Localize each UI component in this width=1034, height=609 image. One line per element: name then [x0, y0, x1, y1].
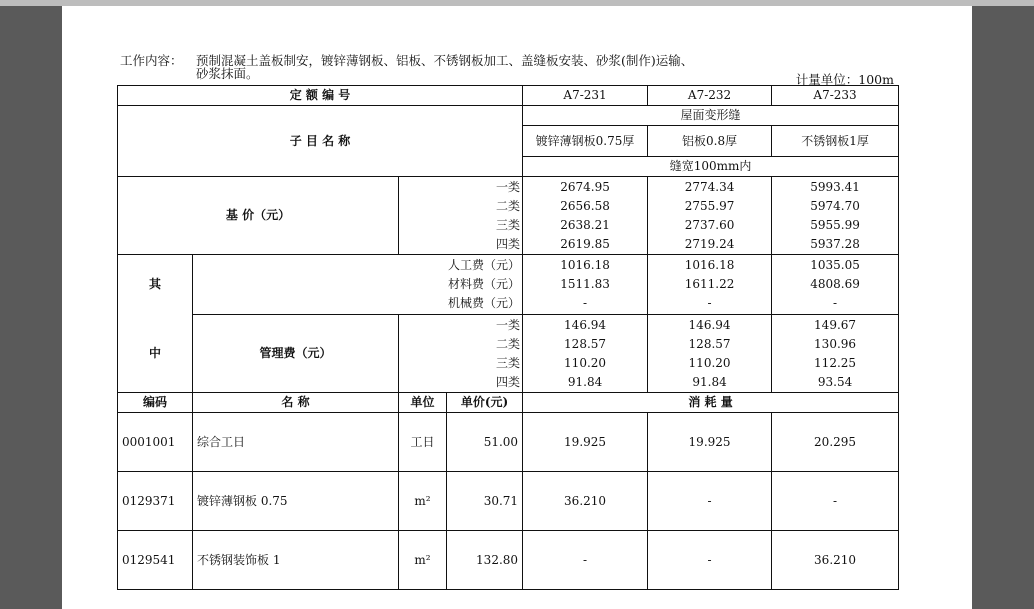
work-content-label: 工作内容：	[120, 53, 183, 68]
quota-code-label: 定 额 编 号	[118, 86, 523, 106]
col-header-consumption: 消 耗 量	[523, 393, 899, 413]
management-fee-value: 128.57	[688, 336, 731, 351]
cost-breakdown-row	[118, 255, 899, 315]
cost-values	[772, 255, 899, 315]
class-label: 四类	[496, 374, 521, 389]
class-label: 二类	[496, 198, 521, 213]
zhong-label: 中	[118, 315, 193, 393]
material-value: 4808.69	[810, 277, 860, 291]
management-fee-value: 91.84	[567, 374, 603, 389]
work-content	[120, 54, 720, 80]
base-price-value: 2755.97	[684, 198, 735, 213]
row-unit: m²	[399, 472, 447, 531]
row-consumption: -	[648, 472, 772, 531]
table-row	[118, 531, 899, 590]
group-title: 屋面变形缝	[523, 106, 899, 126]
labor-value: 1016.18	[684, 258, 735, 272]
class-label: 三类	[496, 217, 521, 232]
sub-name-label: 子 目 名 称	[118, 106, 523, 177]
row-code: 0129541	[118, 531, 193, 590]
row-price: 132.80	[447, 531, 523, 590]
cost-values	[523, 255, 648, 315]
base-price-label: 基 价（元）	[118, 177, 399, 255]
class-label: 四类	[496, 236, 521, 251]
management-fee-value: 146.94	[564, 317, 607, 332]
joint-width: 缝宽100mm内	[523, 157, 899, 177]
col-header-name: 名 称	[193, 393, 399, 413]
base-price-values	[523, 177, 648, 255]
row-name: 不锈钢装饰板 1	[193, 531, 399, 590]
base-price-row	[118, 177, 899, 255]
cost-values	[648, 255, 772, 315]
management-fee-value: 146.94	[688, 317, 731, 332]
row-unit: 工日	[399, 413, 447, 472]
management-fee-value: 91.84	[692, 374, 727, 389]
row-name: 综合工日	[193, 413, 399, 472]
base-price-values	[772, 177, 899, 255]
row-code: 0001001	[118, 413, 193, 472]
base-price-value: 5993.41	[810, 179, 860, 194]
machine-value: -	[707, 296, 712, 310]
row-code: 0129371	[118, 472, 193, 531]
row-name: 镀锌薄钢板 0.75	[193, 472, 399, 531]
row-unit: m²	[399, 531, 447, 590]
base-price-value: 2638.21	[560, 217, 610, 232]
column-header-row	[118, 393, 899, 413]
row-consumption: -	[648, 531, 772, 590]
row-consumption: 20.295	[772, 413, 899, 472]
labor-label: 人工费（元）	[448, 258, 521, 272]
management-fee-values	[648, 315, 772, 393]
quota-table	[117, 85, 899, 590]
class-label: 二类	[496, 336, 521, 351]
document-page	[62, 6, 972, 609]
quota-code: A7-232	[648, 86, 772, 106]
col-header-unit: 单位	[399, 393, 447, 413]
management-fee-value: 93.54	[817, 374, 853, 389]
qi-label: 其	[118, 255, 193, 315]
class-label: 一类	[496, 179, 521, 194]
quota-code: A7-231	[523, 86, 648, 106]
row-consumption: 19.925	[648, 413, 772, 472]
class-labels	[399, 177, 523, 255]
row-consumption: 19.925	[523, 413, 648, 472]
class-label: 三类	[496, 355, 521, 370]
class-label: 一类	[496, 317, 521, 332]
management-fee-row	[118, 315, 899, 393]
work-content-text: 预制混凝土盖板制安，镀锌薄钢板、铝板、不锈钢板加工、盖缝板安装、砂浆(制作)运输、砂浆抹面。	[196, 53, 694, 81]
labor-value: 1035.05	[810, 258, 860, 272]
base-price-value: 5974.70	[810, 198, 860, 213]
cost-labels	[193, 255, 523, 315]
machine-label: 机械费（元）	[448, 296, 521, 310]
base-price-value: 2619.85	[560, 236, 610, 251]
col-header-code: 编码	[118, 393, 193, 413]
base-price-value: 5955.99	[810, 217, 860, 232]
base-price-value: 5937.28	[810, 236, 860, 251]
item-name: 镀锌薄钢板0.75厚	[523, 126, 648, 157]
table-row	[118, 413, 899, 472]
management-fee-value: 149.67	[814, 317, 857, 332]
machine-value: -	[583, 296, 588, 310]
management-fee-value: 112.25	[814, 355, 857, 370]
base-price-value: 2656.58	[560, 198, 610, 213]
class-labels	[399, 315, 523, 393]
row-price: 30.71	[447, 472, 523, 531]
row-consumption: -	[523, 531, 648, 590]
management-fee-label: 管理费（元）	[193, 315, 399, 393]
management-fee-values	[772, 315, 899, 393]
base-price-value: 2719.24	[684, 236, 735, 251]
item-name: 铝板0.8厚	[648, 126, 772, 157]
management-fee-value: 110.20	[688, 355, 731, 370]
row-consumption: -	[772, 472, 899, 531]
management-fee-value: 130.96	[814, 336, 857, 351]
row-consumption: 36.210	[523, 472, 648, 531]
quota-code-row	[118, 86, 899, 106]
table-row	[118, 472, 899, 531]
measurement-unit: 计量单位：100m	[795, 72, 894, 87]
col-header-price: 单价(元)	[447, 393, 523, 413]
quota-code: A7-233	[772, 86, 899, 106]
machine-value: -	[833, 296, 838, 310]
item-name: 不锈钢板1厚	[772, 126, 899, 157]
row-price: 51.00	[447, 413, 523, 472]
material-value: 1511.83	[560, 277, 610, 291]
base-price-value: 2774.34	[684, 179, 735, 194]
row-consumption: 36.210	[772, 531, 899, 590]
management-fee-value: 110.20	[564, 355, 607, 370]
management-fee-value: 128.57	[564, 336, 607, 351]
management-fee-values	[523, 315, 648, 393]
material-label: 材料费（元）	[448, 277, 521, 291]
base-price-value: 2674.95	[560, 179, 610, 194]
labor-value: 1016.18	[560, 258, 610, 272]
base-price-value: 2737.60	[684, 217, 735, 232]
group-title-row	[118, 106, 899, 126]
base-price-values	[648, 177, 772, 255]
material-value: 1611.22	[684, 277, 735, 291]
